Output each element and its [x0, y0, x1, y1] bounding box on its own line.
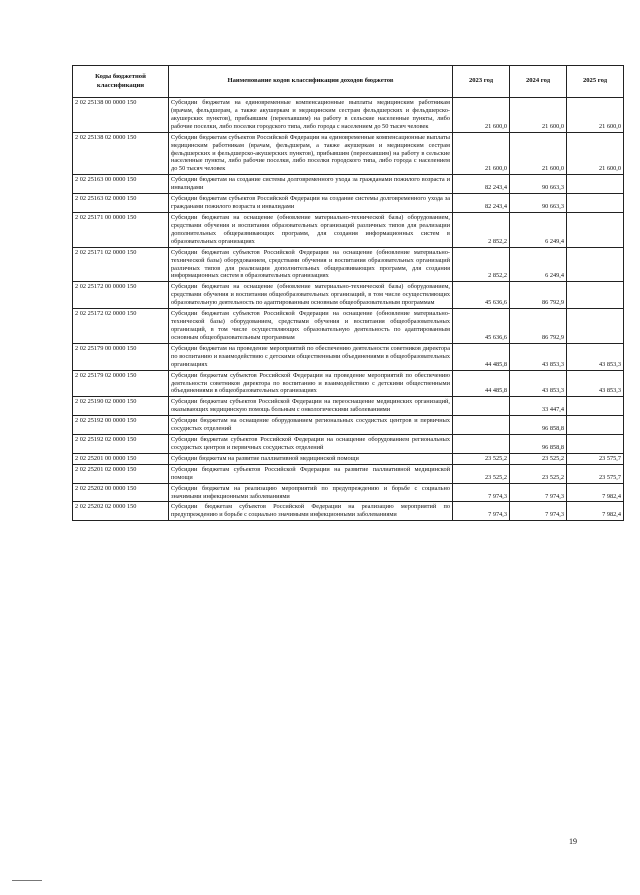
cell-2025: 43 853,3 — [567, 343, 624, 370]
cell-2024: 6 249,4 — [510, 212, 567, 247]
cell-name: Субсидии бюджетам субъектов Российской Федерации на переоснащение медицинских организаций, оказывающих медицинскую помощь больным с онкологическими заболеваниями — [169, 397, 453, 416]
header-name: Наименование кодов классификации доходов бюджетов — [169, 66, 453, 98]
table-row — [73, 343, 624, 370]
table-row — [73, 453, 624, 464]
cell-code: 2 02 25171 02 0000 150 — [73, 247, 169, 282]
cell-name: Субсидии бюджетам субъектов Российской Федерации на развитие паллиативной медицинской помощи — [169, 464, 453, 483]
cell-2023: 7 974,3 — [453, 483, 510, 502]
cell-name: Субсидии бюджетам субъектов Российской Федерации на единовременные компенсационные выплаты медицинским работникам (врачам, фельдшерам, а также акушеркам и медицинским сестрам фельдшерских и фельдшерско-акушерских пунктов), прибывшим (переехавшим) на работу в сельские населенные пункты, либо рабочие поселки, либо поселки городского типа, либо города с населением до 50 тысяч человек — [169, 132, 453, 175]
table-row — [73, 309, 624, 344]
table-header-row — [73, 66, 624, 98]
cell-name: Субсидии бюджетам на развитие паллиативной медицинской помощи — [169, 453, 453, 464]
cell-2025: 43 853,3 — [567, 370, 624, 397]
cell-2023 — [453, 416, 510, 435]
cell-name: Субсидии бюджетам на оснащение (обновление материально-технической базы) оборудованием, средствами обучения и воспитания образовательных организаций различных типов для реализации дополнительных общеразвивающих программ, для создания информационных систем в образовательных организациях — [169, 212, 453, 247]
cell-2024: 86 792,9 — [510, 309, 567, 344]
cell-code: 2 02 25192 02 0000 150 — [73, 435, 169, 454]
footer-rule — [12, 880, 42, 881]
cell-code: 2 02 25190 02 0000 150 — [73, 397, 169, 416]
budget-revenue-table — [72, 65, 624, 521]
cell-2023: 23 525,2 — [453, 464, 510, 483]
table-body — [73, 98, 624, 521]
cell-2025: 21 600,0 — [567, 98, 624, 133]
cell-name: Субсидии бюджетам на оснащение оборудованием региональных сосудистых центров и первичных сосудистых отделений — [169, 416, 453, 435]
cell-2024: 86 792,9 — [510, 282, 567, 309]
cell-2023: 21 600,0 — [453, 98, 510, 133]
cell-name: Субсидии бюджетам субъектов Российской Федерации на создание системы долговременного ухода за гражданами пожилого возраста и инвалидами — [169, 194, 453, 213]
cell-2025 — [567, 247, 624, 282]
table-row — [73, 132, 624, 175]
cell-2024: 23 525,2 — [510, 453, 567, 464]
cell-2023: 82 243,4 — [453, 175, 510, 194]
cell-code: 2 02 25138 00 0000 150 — [73, 98, 169, 133]
cell-2025: 7 982,4 — [567, 483, 624, 502]
table-row — [73, 502, 624, 521]
header-2024: 2024 год — [510, 66, 567, 98]
cell-2023: 45 636,6 — [453, 309, 510, 344]
cell-code: 2 02 25202 02 0000 150 — [73, 502, 169, 521]
cell-name: Субсидии бюджетам субъектов Российской Федерации на реализацию мероприятий по предупреждению и борьбе с социально значимыми инфекционными заболеваниями — [169, 502, 453, 521]
cell-code: 2 02 25171 00 0000 150 — [73, 212, 169, 247]
cell-code: 2 02 25201 00 0000 150 — [73, 453, 169, 464]
cell-2024: 96 858,8 — [510, 416, 567, 435]
cell-2024: 21 600,0 — [510, 132, 567, 175]
cell-code: 2 02 25163 00 0000 150 — [73, 175, 169, 194]
cell-2023: 44 485,8 — [453, 343, 510, 370]
cell-2025 — [567, 397, 624, 416]
cell-2025: 23 575,7 — [567, 464, 624, 483]
cell-2024: 43 853,3 — [510, 370, 567, 397]
table-row — [73, 397, 624, 416]
cell-2023 — [453, 397, 510, 416]
cell-2025 — [567, 309, 624, 344]
cell-2023: 44 485,8 — [453, 370, 510, 397]
table-row — [73, 483, 624, 502]
table-row — [73, 435, 624, 454]
cell-2024: 90 663,3 — [510, 175, 567, 194]
cell-2023: 23 525,2 — [453, 453, 510, 464]
header-2023: 2023 год — [453, 66, 510, 98]
table-row — [73, 247, 624, 282]
cell-2025 — [567, 212, 624, 247]
cell-2025 — [567, 175, 624, 194]
cell-code: 2 02 25163 02 0000 150 — [73, 194, 169, 213]
cell-2025: 23 575,7 — [567, 453, 624, 464]
table-row — [73, 370, 624, 397]
table-row — [73, 282, 624, 309]
cell-2024: 23 525,2 — [510, 464, 567, 483]
cell-name: Субсидии бюджетам субъектов Российской Федерации на проведение мероприятий по обеспечению деятельности советников директора по воспитанию и взаимодействию с детскими общественными объединениями в общеобразовательных организациях — [169, 370, 453, 397]
cell-2024: 90 663,3 — [510, 194, 567, 213]
cell-2023 — [453, 435, 510, 454]
cell-2025 — [567, 416, 624, 435]
cell-code: 2 02 25172 00 0000 150 — [73, 282, 169, 309]
cell-name: Субсидии бюджетам субъектов Российской Федерации на оснащение оборудованием региональных сосудистых центров и первичных сосудистых отделений — [169, 435, 453, 454]
table-row — [73, 416, 624, 435]
cell-code: 2 02 25202 00 0000 150 — [73, 483, 169, 502]
cell-2023: 21 600,0 — [453, 132, 510, 175]
cell-2023: 7 974,3 — [453, 502, 510, 521]
cell-name: Субсидии бюджетам субъектов Российской Федерации на оснащение (обновление материально-технической базы) оборудованием, средствами обучения и воспитания образовательных организаций различных типов для реализации дополнительных общеразвивающих программ, для создания информационных систем в образовательных организациях — [169, 247, 453, 282]
cell-code: 2 02 25179 02 0000 150 — [73, 370, 169, 397]
header-2025: 2025 год — [567, 66, 624, 98]
cell-name: Субсидии бюджетам на создание системы долговременного ухода за гражданами пожилого возраста и инвалидами — [169, 175, 453, 194]
page-number: 19 — [569, 837, 577, 846]
cell-code: 2 02 25192 00 0000 150 — [73, 416, 169, 435]
cell-2024: 96 858,8 — [510, 435, 567, 454]
table-row — [73, 464, 624, 483]
cell-2025: 21 600,0 — [567, 132, 624, 175]
cell-2023: 2 852,2 — [453, 212, 510, 247]
cell-2023: 82 243,4 — [453, 194, 510, 213]
cell-2025: 7 982,4 — [567, 502, 624, 521]
cell-2025 — [567, 282, 624, 309]
table-row — [73, 212, 624, 247]
cell-code: 2 02 25172 02 0000 150 — [73, 309, 169, 344]
cell-2023: 2 852,2 — [453, 247, 510, 282]
cell-2024: 6 249,4 — [510, 247, 567, 282]
cell-2024: 7 974,3 — [510, 483, 567, 502]
cell-2024: 21 600,0 — [510, 98, 567, 133]
cell-name: Субсидии бюджетам на единовременные компенсационные выплаты медицинским работникам (врачам, фельдшерам, а также акушеркам и медицинским сестрам фельдшерских и фельдшерско-акушерских пунктов), прибывшим (переехавшим) на работу в сельские населенные пункты, либо рабочие поселки, либо поселки городского типа, либо города с населением до 50 тысяч человек — [169, 98, 453, 133]
cell-name: Субсидии бюджетам на оснащение (обновление материально-технической базы) оборудованием, средствами обучения и воспитания общеобразовательных организаций, в том числе осуществляющих образовательную деятельность по адаптированным основным общеобразовательным программам — [169, 282, 453, 309]
cell-name: Субсидии бюджетам на реализацию мероприятий по предупреждению и борьбе с социально значимыми инфекционными заболеваниями — [169, 483, 453, 502]
cell-name: Субсидии бюджетам на проведение мероприятий по обеспечению деятельности советников директора по воспитанию и взаимодействию с детскими общественными объединениями в общеобразовательных организациях — [169, 343, 453, 370]
cell-2024: 33 447,4 — [510, 397, 567, 416]
cell-code: 2 02 25201 02 0000 150 — [73, 464, 169, 483]
cell-2025 — [567, 194, 624, 213]
cell-code: 2 02 25138 02 0000 150 — [73, 132, 169, 175]
cell-2023: 45 636,6 — [453, 282, 510, 309]
table-row — [73, 194, 624, 213]
header-codes: Коды бюджетной классификации — [73, 66, 169, 98]
cell-name: Субсидии бюджетам субъектов Российской Федерации на оснащение (обновление материально-технической базы) оборудованием, средствами обучения и воспитания общеобразовательных организаций, в том числе осуществляющих образовательную деятельность по адаптированным основным общеобразовательным программам — [169, 309, 453, 344]
cell-code: 2 02 25179 00 0000 150 — [73, 343, 169, 370]
cell-2024: 43 853,3 — [510, 343, 567, 370]
cell-2025 — [567, 435, 624, 454]
table-row — [73, 98, 624, 133]
cell-2024: 7 974,3 — [510, 502, 567, 521]
table-row — [73, 175, 624, 194]
